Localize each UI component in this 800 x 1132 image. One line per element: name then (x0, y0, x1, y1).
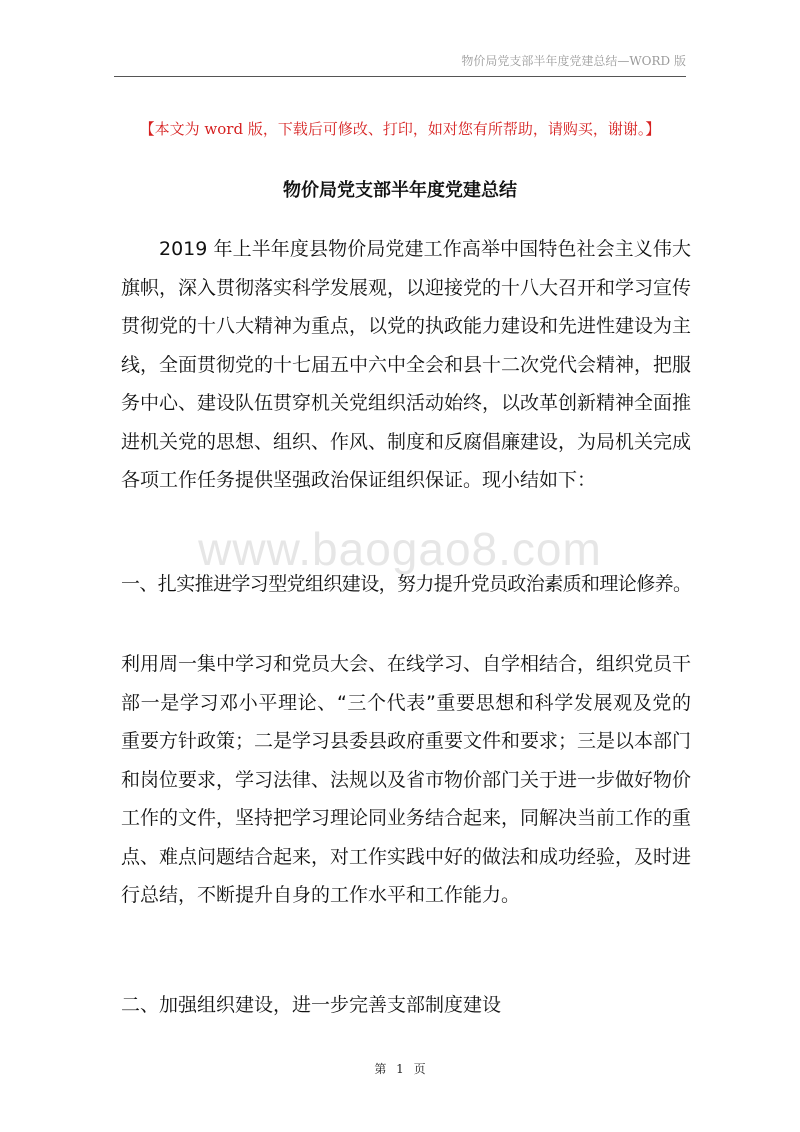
page-footer (0, 1060, 800, 1077)
section-heading-1: 一、扎实推进学习型党组织建设，努力提升党员政治素质和理论修养。 (121, 573, 692, 595)
section-heading-2: 二、加强组织建设，进一步完善支部制度建设 (121, 994, 502, 1016)
running-header: 物价局党支部半年度党建总结—WORD 版 (461, 54, 686, 68)
watermark: www.baogao8.com (198, 523, 602, 575)
page-prefix: 第 (374, 1062, 387, 1076)
section-paragraph-1: 利用周一集中学习和党员大会、在线学习、自学相结合，组织党员干部一是学习邓小平理论、“三个代表”重要思想和科学发展观及党的重要方针政策；二是学习县委县政府重要文件和要求；三是以本部门和岗位要求，学习法律、法规以及省市物价部门关于进一步做好物价工作的文件，坚持把学习理论同业务结合起来，同解决当前工作的重点、难点问题结合起来，对工作实践中好的做法和成功经验，及时进行总结，不断提升自身的工作水平和工作能力。 (121, 653, 692, 906)
document-title: 物价局党支部半年度党建总结 (283, 180, 517, 201)
header-divider (114, 76, 686, 77)
intro-paragraph: 2019 年上半年度县物价局党建工作高举中国特色社会主义伟大旗帜，深入贯彻落实科学发展观，以迎接党的十八大召开和学习宣传贯彻党的十八大精神为重点，以党的执政能力建设和先进性建设为主线，全面贯彻党的十七届五中六中全会和县十二次党代会精神，把服务中心、建设队伍贯穿机关党组织活动始终，以改革创新精神全面推进机关党的思想、组织、作风、制度和反腐倡廉建设，为局机关完成各项工作任务提供坚强政治保证组织保证。现小结如下： (121, 238, 692, 491)
page-number: 1 (396, 1062, 404, 1076)
page-suffix: 页 (413, 1062, 426, 1076)
purchase-notice: 【本文为 word 版，下载后可修改、打印，如对您有所帮助，请购买，谢谢。】 (139, 120, 661, 138)
